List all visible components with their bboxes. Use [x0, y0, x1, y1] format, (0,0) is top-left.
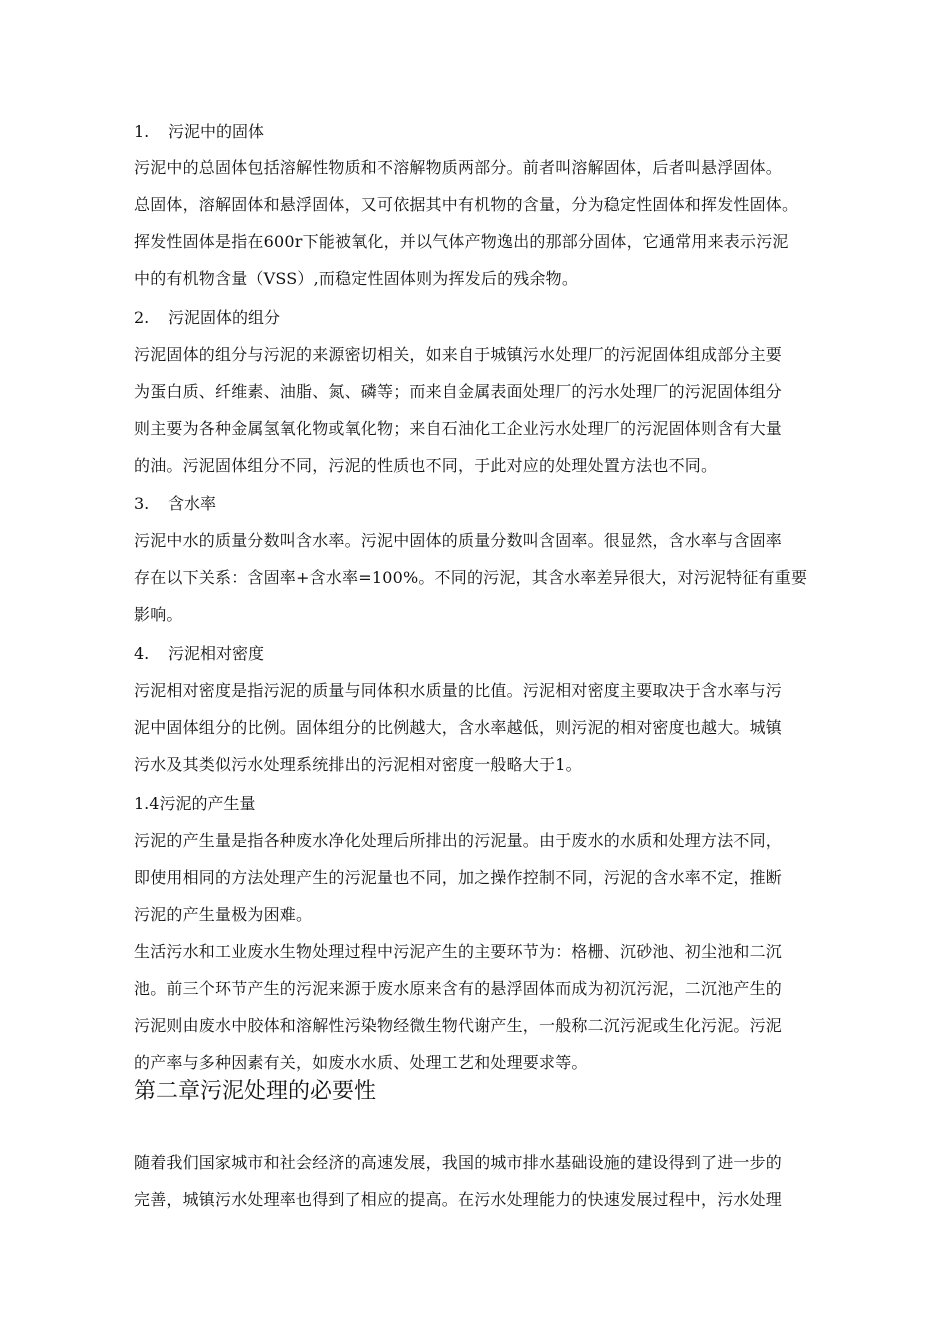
chapter-title: 第二章污泥处理的必要性: [134, 1079, 377, 1104]
section-4-title: 污泥相对密度: [168, 644, 265, 663]
section-1-line-4: 中的有机物含量（VSS）,而稳定性固体则为挥发后的残余物。: [134, 269, 579, 288]
section-3-title: 含水率: [168, 494, 217, 513]
section-2-heading: [134, 308, 280, 328]
section-1-line-2: 总固体，溶解固体和悬浮固体，又可依据其中有机物的含量，分为稳定性固体和挥发性固体。: [134, 195, 799, 214]
subsection-heading: 1.4污泥的产生量: [134, 794, 256, 813]
section-2-line-2: 为蛋白质、纤维素、油脂、氮、磷等；而来自金属表面处理厂的污水处理厂的污泥固体组分: [134, 382, 783, 401]
section-4-line-3: 污水及其类似污水处理系统排出的污泥相对密度一般略大于1。: [134, 755, 582, 774]
subsection-para1-line-3: 污泥的产生量极为困难。: [134, 905, 313, 924]
section-3-heading: [134, 494, 216, 514]
subsection-para2-line-2: 池。前三个环节产生的污泥来源于废水原来含有的悬浮固体而成为初沉污泥，二沉池产生的: [134, 979, 783, 998]
subsection-para2-line-3: 污泥则由废水中胶体和溶解性污染物经微生物代谢产生，一般称二沉污泥或生化污泥。污泥: [134, 1016, 783, 1035]
section-1-number: 1.: [134, 122, 150, 141]
chapter-line-2: 完善，城镇污水处理率也得到了相应的提高。在污水处理能力的快速发展过程中，污水处理: [134, 1190, 783, 1209]
section-2-title: 污泥固体的组分: [168, 308, 281, 327]
section-3-line-3: 影响。: [134, 605, 183, 624]
section-4-number: 4.: [134, 644, 150, 663]
section-1-line-1: 污泥中的总固体包括溶解性物质和不溶解物质两部分。前者叫溶解固体，后者叫悬浮固体。: [134, 158, 783, 177]
section-4-heading: [134, 644, 264, 664]
chapter-line-1: 随着我们国家城市和社会经济的高速发展，我国的城市排水基础设施的建设得到了进一步的: [134, 1153, 783, 1172]
section-3-line-2: 存在以下关系：含固率+含水率=100%。不同的污泥，其含水率差异很大，对污泥特征有重要: [134, 568, 808, 587]
section-2-line-4: 的油。污泥固体组分不同，污泥的性质也不同，于此对应的处理处置方法也不同。: [134, 456, 718, 475]
subsection-para1-line-1: 污泥的产生量是指各种废水净化处理后所排出的污泥量。由于废水的水质和处理方法不同，: [134, 831, 783, 850]
section-1-line-3: 挥发性固体是指在600r下能被氧化，并以气体产物逸出的那部分固体，它通常用来表示污泥: [134, 232, 789, 251]
section-3-line-1: 污泥中水的质量分数叫含水率。污泥中固体的质量分数叫含固率。很显然，含水率与含固率: [134, 531, 783, 550]
section-3-number: 3.: [134, 494, 150, 513]
subsection-para1-line-2: 即使用相同的方法处理产生的污泥量也不同，加之操作控制不同，污泥的含水率不定，推断: [134, 868, 783, 887]
section-2-line-3: 则主要为各种金属氢氧化物或氧化物；来自石油化工企业污水处理厂的污泥固体则含有大量: [134, 419, 783, 438]
subsection-para2-line-4: 的产率与多种因素有关，如废水水质、处理工艺和处理要求等。: [134, 1053, 588, 1072]
section-4-line-1: 污泥相对密度是指污泥的质量与同体积水质量的比值。污泥相对密度主要取决于含水率与污: [134, 681, 783, 700]
section-1-heading: [134, 122, 264, 142]
section-4-line-2: 泥中固体组分的比例。固体组分的比例越大，含水率越低，则污泥的相对密度也越大。城镇: [134, 718, 783, 737]
section-2-number: 2.: [134, 308, 150, 327]
section-2-line-1: 污泥固体的组分与污泥的来源密切相关，如来自于城镇污水处理厂的污泥固体组成部分主要: [134, 345, 783, 364]
subsection-para2-line-1: 生活污水和工业废水生物处理过程中污泥产生的主要环节为：格栅、沉砂池、初尘池和二沉: [134, 942, 783, 961]
section-1-title: 污泥中的固体: [168, 122, 265, 141]
